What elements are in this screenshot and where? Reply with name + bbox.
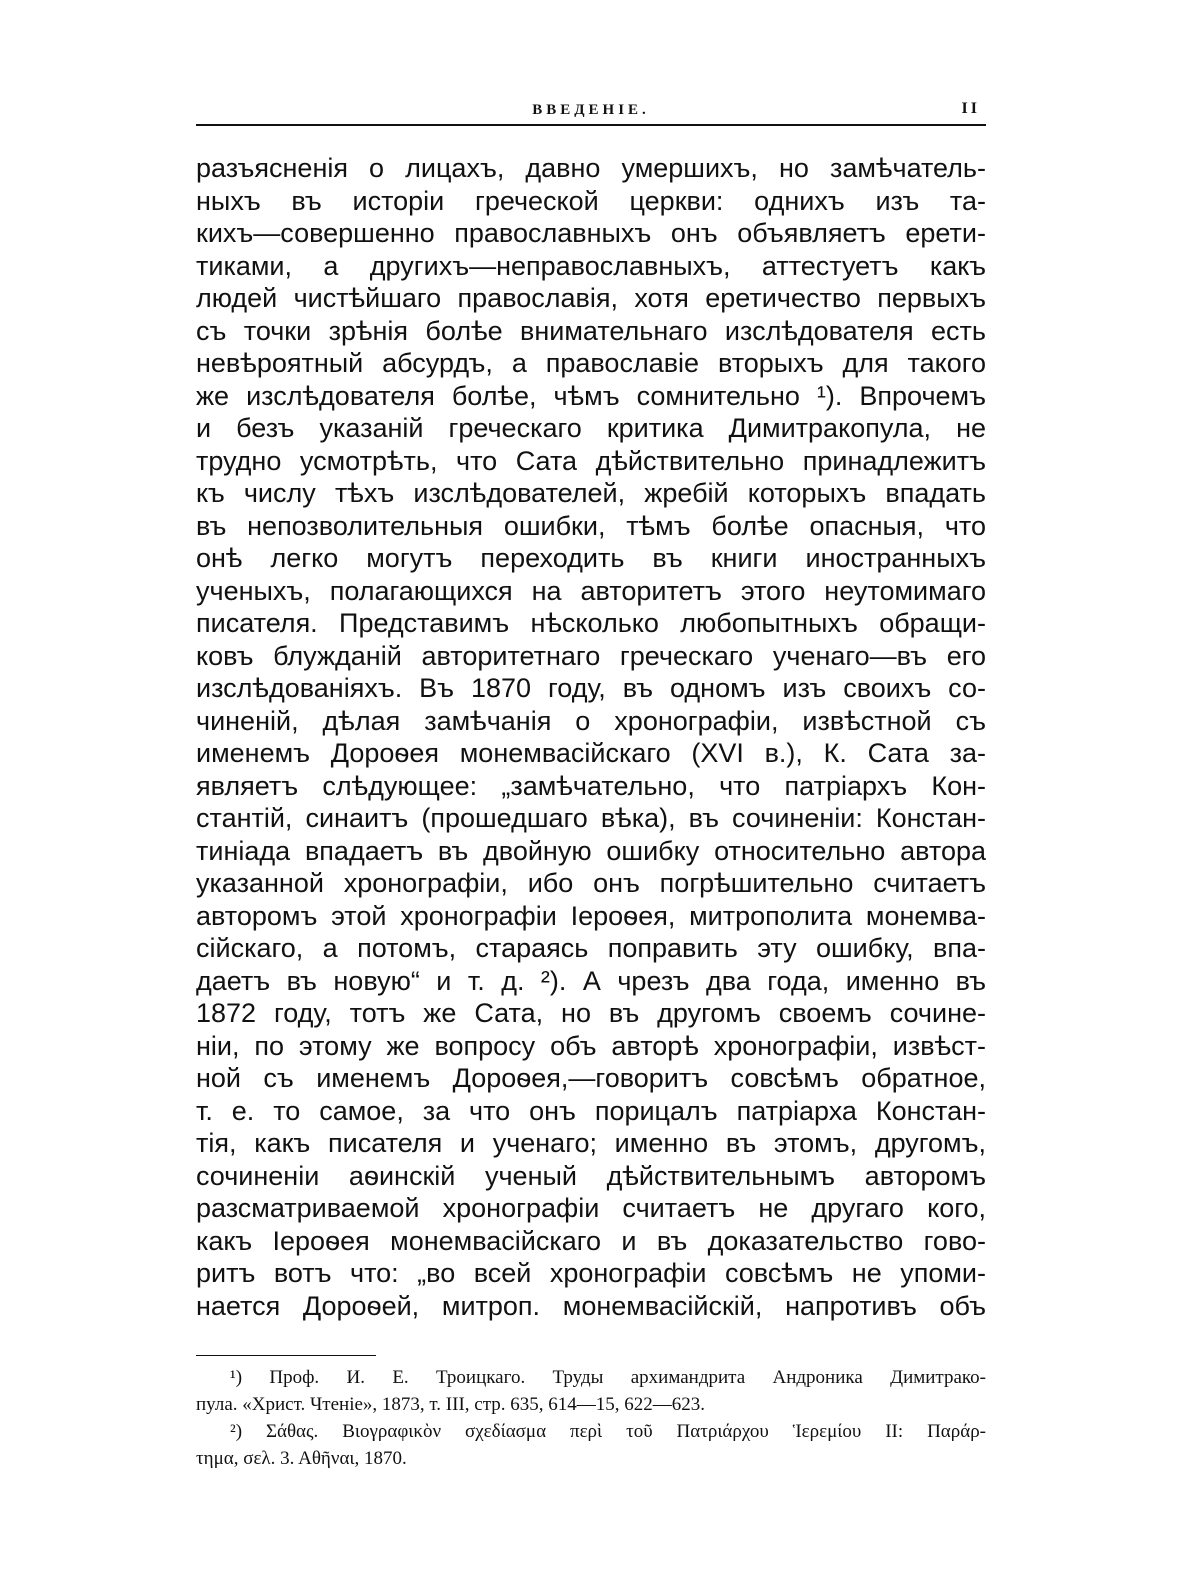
text-line: чиненій, дѣлая замѣчанія о хронографіи, извѣстной съ	[196, 705, 986, 736]
text-line: даетъ въ новую“ и т. д. ²). А чрезъ два года, именно въ	[196, 965, 986, 996]
text-line: тія, какъ писателя и ученаго; именно въ этомъ, другомъ,	[196, 1128, 986, 1158]
text-line: нается Дороѳей, митроп. монемвасійскій, напротивъ объ	[196, 1290, 986, 1321]
text-line: въ непозволительныя ошибки, тѣмъ болѣе опасныя, что	[196, 510, 986, 541]
text-line: трудно усмотрѣть, что Сата дѣйствительно принадлежитъ	[196, 445, 986, 476]
text-line: и безъ указаній греческаго критика Димитракопула, не	[196, 413, 986, 443]
text-line: именемъ Дороѳея монемвасійскаго (XVI в.), К. Сата за-	[196, 738, 986, 768]
text-line: сочиненіи аѳинскій ученый дѣйствительнымъ авторомъ	[196, 1160, 986, 1191]
footnote-line: ¹) Проф. И. Е. Троицкаго. Труды архимандрита Андроника Димитрако-	[230, 1367, 986, 1388]
text-line: кихъ—совершенно православныхъ онъ объявляетъ ерети-	[196, 218, 986, 248]
text-line: ученыхъ, полагающихся на авторитетъ этого неутомимаго	[196, 575, 986, 606]
text-line: 1872 году, тотъ же Сата, но въ другомъ своемъ сочине-	[196, 998, 986, 1028]
text-line: авторомъ этой хронографіи Іероѳея, митрополита монемва-	[196, 900, 986, 931]
page-number: II	[961, 100, 980, 117]
text-line: ковъ блужданій авторитетнаго греческаго ученаго—въ его	[196, 640, 986, 671]
text-line: людей чистѣйшаго православія, хотя еретичество первыхъ	[196, 283, 986, 313]
footnotes	[196, 1364, 986, 1472]
footnote-line: пула. «Христ. Чтеніе», 1873, т. III, стр. 635, 614—15, 622—623.	[196, 1394, 705, 1415]
text-line: разсматриваемой хронографіи считаетъ не другаго кого,	[196, 1193, 986, 1223]
footnote-line: τημα, σελ. 3. Αθῆναι, 1870.	[196, 1448, 407, 1469]
text-line: сійскаго, а потомъ, стараясь поправить эту ошибку, впа-	[196, 933, 986, 963]
text-line: ной съ именемъ Дороѳея,—говоритъ совсѣмъ обратное,	[196, 1063, 986, 1093]
text-line: тиками, а другихъ—неправославныхъ, аттестуетъ какъ	[196, 250, 986, 281]
text-line: являетъ слѣдующее: „замѣчательно, что патріархъ Кон-	[196, 770, 986, 801]
text-line: писателя. Представимъ нѣсколько любопытныхъ обращи-	[196, 608, 986, 638]
text-line: ритъ вотъ что: „во всей хронографіи совсѣмъ не упоми-	[196, 1258, 986, 1288]
text-line: какъ Іероѳея монемвасійскаго и въ доказательство гово-	[196, 1225, 986, 1256]
footnote-line: ²) Σάθας. Βιογραφικὸν σχεδίασμα περὶ τοῦ Πατριάρχου Ἱερεμίου ΙΙ: Παράρ-	[230, 1421, 986, 1442]
text-line: съ точки зрѣнія болѣе внимательнаго изслѣдователя есть	[196, 315, 986, 346]
text-line: тиніада впадаетъ въ двойную ошибку относительно автора	[196, 835, 986, 866]
text-line: къ числу тѣхъ изслѣдователей, жребій которыхъ впадать	[196, 478, 986, 508]
text-line: ныхъ въ исторіи греческой церкви: однихъ изъ та-	[196, 185, 986, 216]
main-text	[196, 152, 986, 1322]
text-line: невѣроятный абсурдъ, а православіе вторыхъ для такого	[196, 348, 986, 378]
text-line: изслѣдованіяхъ. Въ 1870 году, въ одномъ изъ своихъ со-	[196, 673, 986, 703]
running-head	[196, 100, 986, 126]
running-title: ВВЕДЕНІЕ.	[532, 102, 650, 118]
text-line: онѣ легко могутъ переходить въ книги иностранныхъ	[196, 543, 986, 573]
text-line: указанной хронографіи, ибо онъ погрѣшительно считаетъ	[196, 868, 986, 898]
text-line: стантій, синаитъ (прошедшаго вѣка), въ сочиненіи: Констан-	[196, 803, 986, 833]
text-line: разъясненія о лицахъ, давно умершихъ, но замѣчатель-	[196, 153, 986, 183]
footnote-separator	[196, 1355, 376, 1356]
text-line: т. е. то самое, за что онъ порицалъ патріарха Констан-	[196, 1095, 986, 1126]
text-line: же изслѣдователя болѣе, чѣмъ сомнительно ¹). Впрочемъ	[196, 380, 986, 411]
text-line: ніи, по этому же вопросу объ авторѣ хронографіи, извѣст-	[196, 1030, 986, 1061]
